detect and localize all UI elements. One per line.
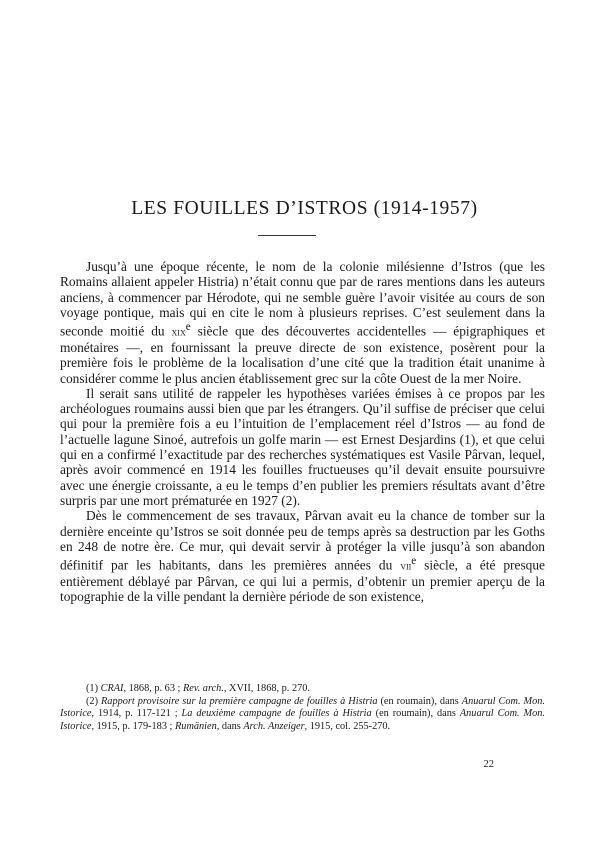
footnote-1 <box>60 683 545 696</box>
footnote-italic: Anuarul Com. Mon. Istorice <box>60 695 545 720</box>
paragraph-1-part-a: Jusqu’à une époque récente, le nom de la colonie milésienne d’Istros (que les Romains allaient appeler Histria) n’était connu que par de rares mentions dans les auteurs anciens, à commencer par Hérodote, qui ne semble guère l’avoir visitée au cours de son voyage pontique, mais qui en cite le nom à plusieurs reprises. C’est seulement dans la seconde moitié du <box>60 259 545 339</box>
paragraph-3-part-a: Dès le commencement de ses travaux, Pârvan avait eu la chance de tomber sur la dernière enceinte qu’Istros se soit donnée peu de temps après sa destruction par les Goths en 248 de notre ère. Ce mur, qui devait servir à protéger la ville jusqu’à son abandon définitif par les habitants, dans les premières années du <box>60 508 545 573</box>
century-numeral: xix <box>171 324 186 339</box>
paragraph-1-part-b: siècle que des découvertes accidentelles — épigraphiques et monétaires —, en fournissant la preuve directe de son existence, posèrent pour la première fois le problème de la localisation d’une cité que la tradition était unanime à considérer comme le plus ancien établissement grec sur la côte Ouest de la mer Noire. <box>60 323 545 386</box>
footnotes <box>60 683 545 733</box>
century-superscript: e <box>411 555 417 568</box>
footnote-italic: La deuxième campagne de fouilles à Histria <box>181 708 372 720</box>
footnote-italic: Rumänien <box>175 720 217 732</box>
footnote-text: , dans <box>216 720 244 732</box>
footnote-text: (en roumain), dans <box>377 695 462 707</box>
footnote-text: , 1868, p. 63 ; <box>123 683 183 694</box>
paragraph-3 <box>60 508 545 604</box>
footnote-2 <box>60 696 545 734</box>
footnote-text: , 1915, p. 179-183 ; <box>91 720 175 732</box>
footnote-marker: (2) <box>86 695 101 707</box>
footnote-italic: Rev. arch. <box>182 683 224 694</box>
article-title: LES FOUILLES D’ISTROS (1914-1957) <box>131 198 478 219</box>
footnote-italic: Anuarul Com. Mon. Istorice <box>60 708 545 732</box>
footnote-text: (en roumain), dans <box>371 708 460 720</box>
title-divider <box>258 235 316 236</box>
footnote-italic: Rapport provisoire sur la première campagne de fouilles à Histria <box>101 695 378 707</box>
article-body <box>60 259 545 604</box>
century-superscript: e <box>185 321 191 334</box>
paragraph-1 <box>60 259 545 386</box>
footnote-italic: Arch. Anzeiger <box>243 720 305 732</box>
paragraph-3-part-b: siècle, a été presque entièrement déblayé par Pârvan, ce qui lui a permis, d’obtenir un premier aperçu de la topographie de la ville pendant la dernière période de son existence, <box>60 557 545 605</box>
footnote-text: , 1915, col. 255-270. <box>304 720 391 732</box>
page-number: 22 <box>483 759 494 770</box>
footnote-italic: CRAI <box>100 683 124 694</box>
footnote-marker: (1) <box>86 683 101 694</box>
century-numeral: vii <box>400 558 412 573</box>
footnote-text: , 1914, p. 117-121 ; <box>91 708 182 720</box>
paragraph-2: Il serait sans utilité de rappeler les hypothèses variées émises à ce propos par les archéologues roumains aussi bien que par les étrangers. Qu’il suffise de préciser que celui qui pour la première fois a eu l’intuition de l’emplacement réel d’Istros — au fond de l’actuelle lagune Sinoé, autrefois un golfe marin — est Ernest Desjardins (1), et que celui qui en a confirmé l’exactitude par des recherches systématiques est Vasile Pârvan, lequel, après avoir commencé en 1914 les fouilles fructueuses qu’il devait ensuite poursuivre avec une énergie croissante, a eu le temps d’en publier les premiers résultats avant d’être surpris par une mort prématurée en 1927 (2). <box>60 385 545 508</box>
footnote-text: , XVII, 1868, p. 270. <box>223 683 310 694</box>
